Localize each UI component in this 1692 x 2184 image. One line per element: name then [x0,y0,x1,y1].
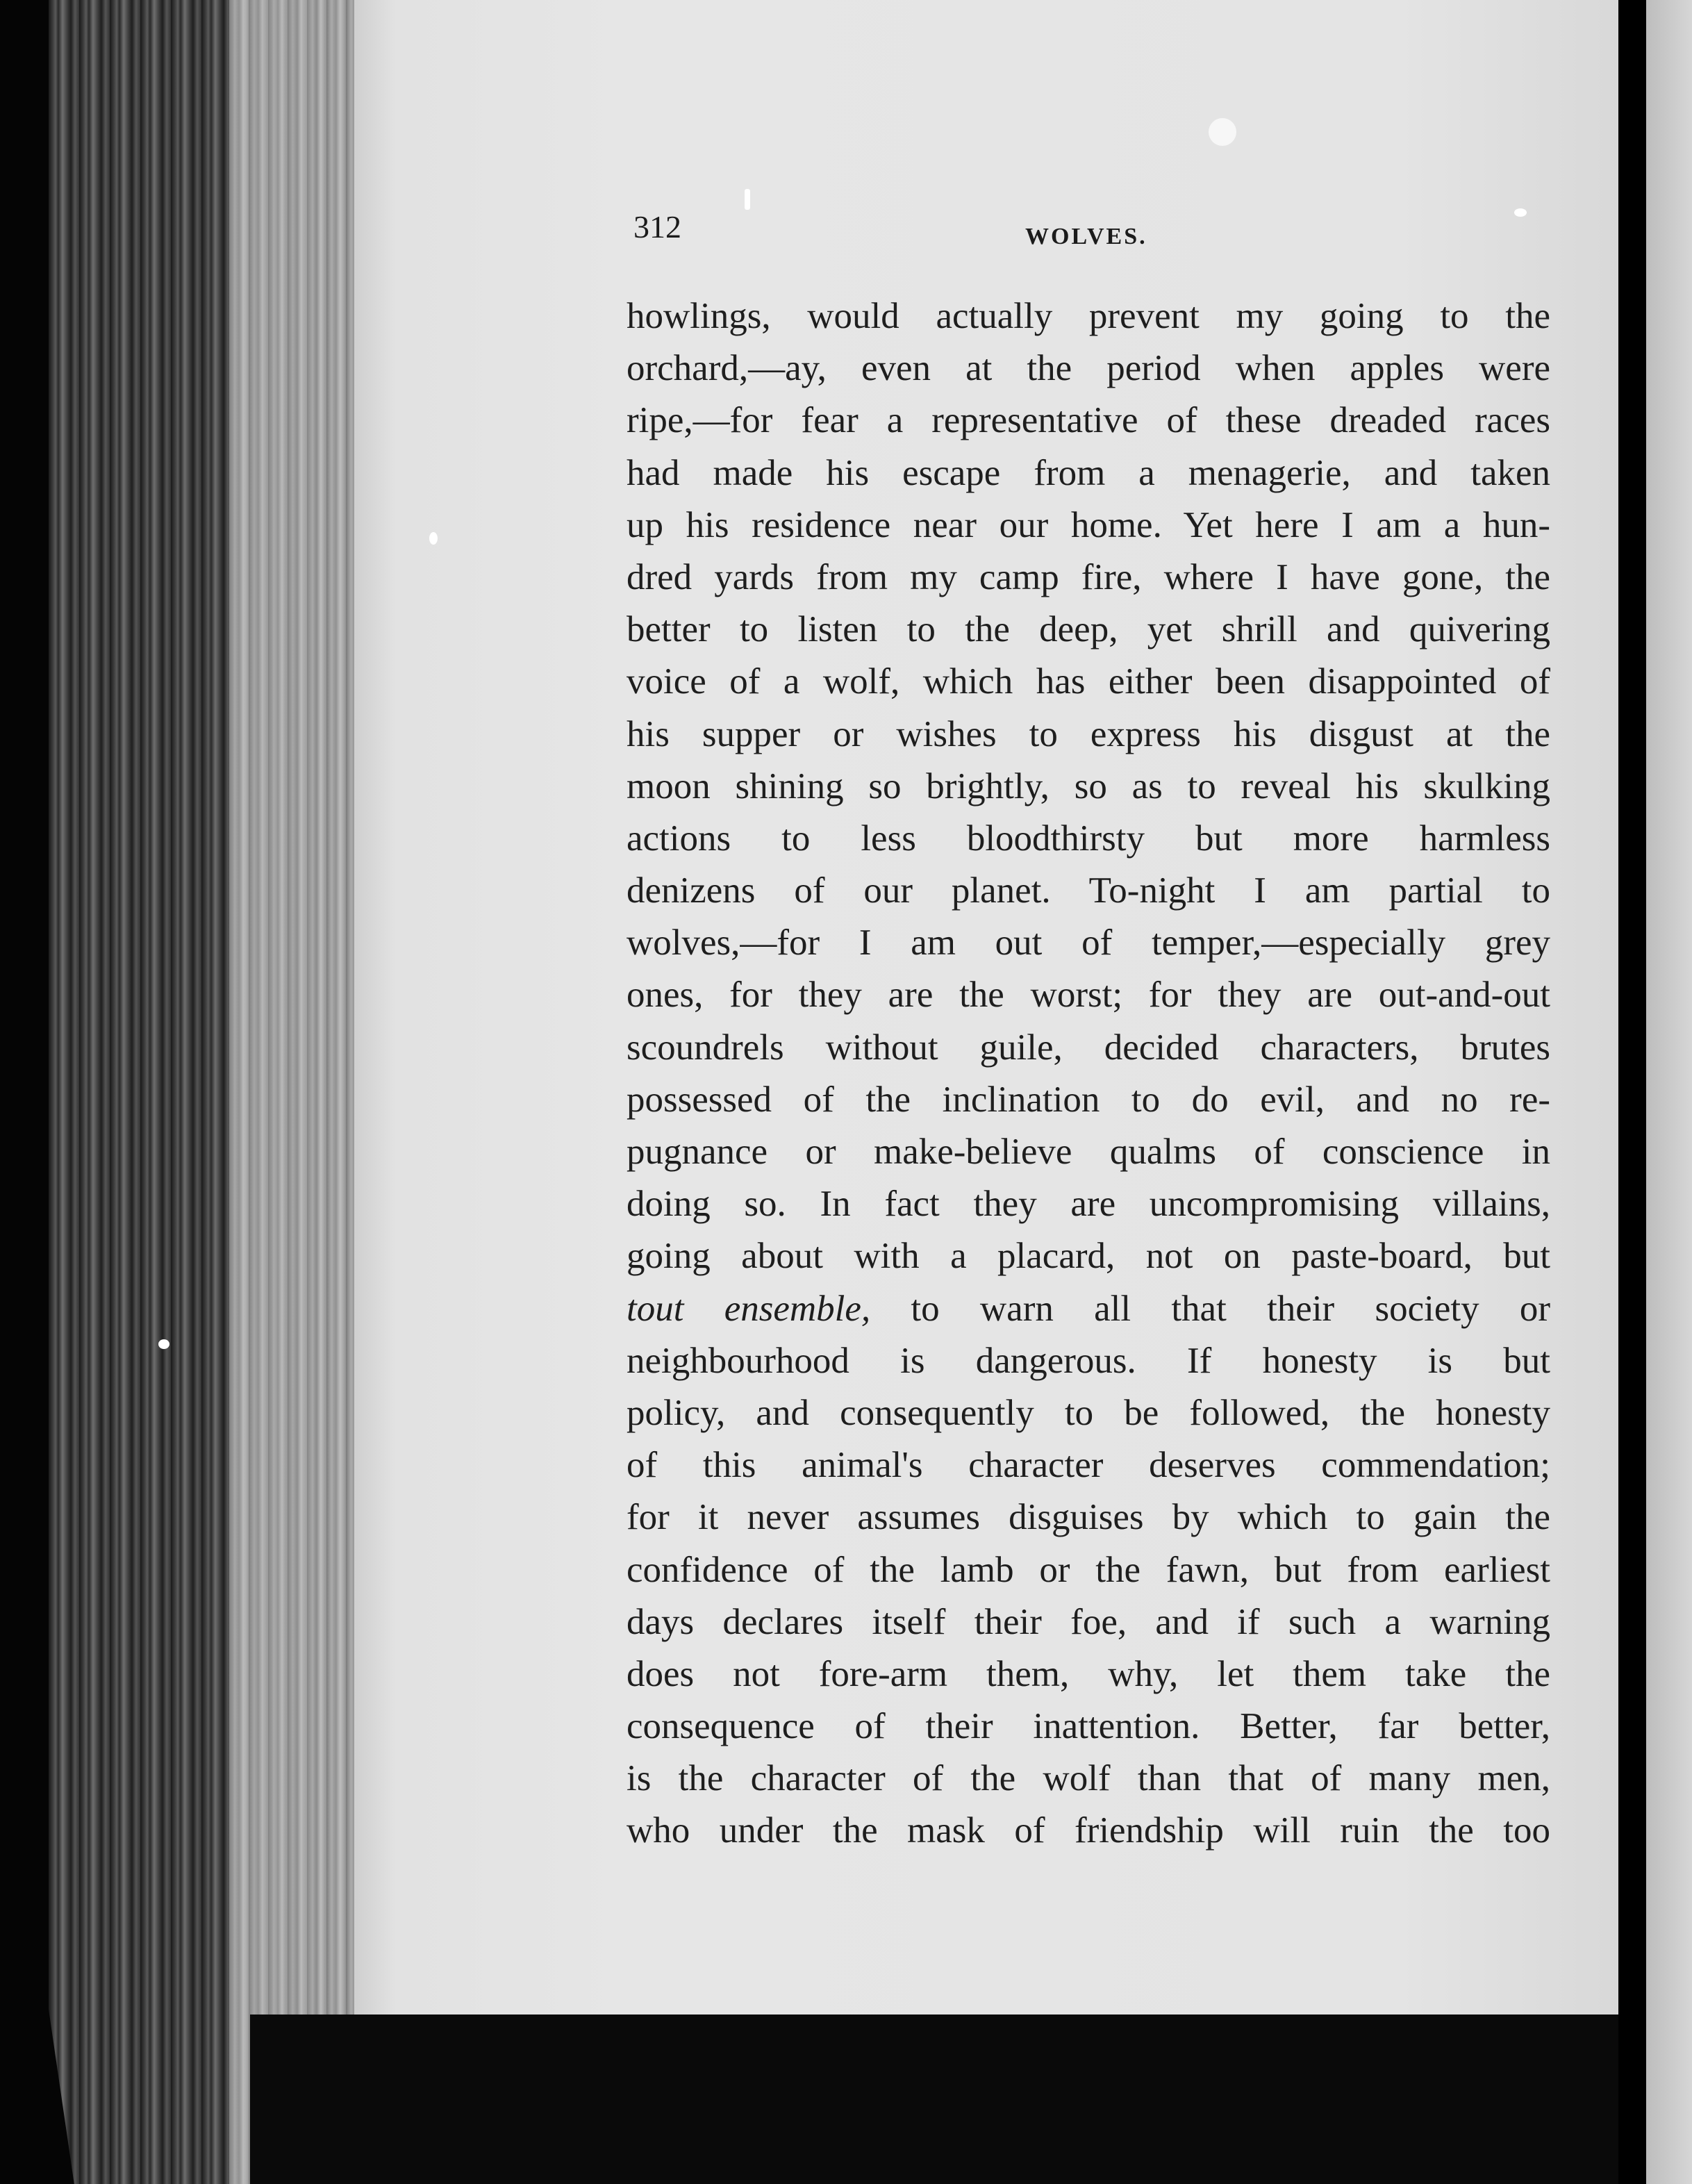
text-line: who under the mask of friendship will ruin the too [627,1810,1550,1851]
scan-artifact [1209,118,1236,146]
text-line: his supper or wishes to express his disgust at the [627,713,1550,754]
text-line: is the character of the wolf than that of many men, [627,1758,1550,1799]
scan-artifact [745,189,750,210]
text-line: voice of a wolf, which has either been disappointed of [627,661,1550,702]
text-line: actions to less bloodthirsty but more harmless [627,818,1550,859]
page-header [633,208,1550,257]
text-line: scoundrels without guile, decided characters, brutes [627,1027,1550,1068]
text-line: of this animal's character deserves commendation; [627,1445,1550,1486]
text-line: doing so. In fact they are uncompromising villains, [627,1184,1550,1225]
text-line: tout ensemble, to warn all that their society or [627,1288,1550,1329]
text-line: ones, for they are the worst; for they are out-and-out [627,975,1550,1016]
page-number: 312 [633,209,681,245]
text-line: orchard,—ay, even at the period when apples were [627,348,1550,389]
text-line: possessed of the inclination to do evil, and no re- [627,1079,1550,1120]
text-line: neighbourhood is dangerous. If honesty is but [627,1340,1550,1381]
page-bottom-shadow [250,2015,1625,2184]
gutter [1618,0,1646,2184]
body-text [627,290,1550,1858]
text-line: wolves,—for I am out of temper,—especially grey [627,923,1550,963]
text-line: better to listen to the deep, yet shrill and quivering [627,609,1550,650]
text-line: consequence of their inattention. Better, far better, [627,1706,1550,1747]
text-line: pugnance or make-believe qualms of conscience in [627,1132,1550,1172]
text-line: howlings, would actually prevent my going to the [627,296,1550,336]
text-line: policy, and consequently to be followed, the honesty [627,1392,1550,1433]
text-line: dred yards from my camp fire, where I have gone, the [627,556,1550,597]
scan-artifact [158,1339,169,1349]
text-line: confidence of the lamb or the fawn, but from earliest [627,1549,1550,1590]
text-line: up his residence near our home. Yet here I am a hun- [627,504,1550,545]
running-head: WOLVES. [1025,224,1147,249]
text-line: days declares itself their foe, and if such a warning [627,1601,1550,1642]
text-line: for it never assumes disguises by which to gain the [627,1497,1550,1538]
text-line: going about with a placard, not on paste-board, but [627,1236,1550,1277]
text-line: ripe,—for fear a representative of these dreaded races [627,400,1550,441]
text-line: does not fore-arm them, why, let them take the [627,1653,1550,1694]
text-line: denizens of our planet. To-night I am partial to [627,870,1550,911]
text-line: had made his escape from a menagerie, and taken [627,452,1550,493]
text-line: moon shining so brightly, so as to reveal his skulking [627,766,1550,806]
page-edges-highlight [229,0,368,2184]
adjacent-page-edge [1646,0,1692,2184]
scan-artifact [429,532,438,545]
